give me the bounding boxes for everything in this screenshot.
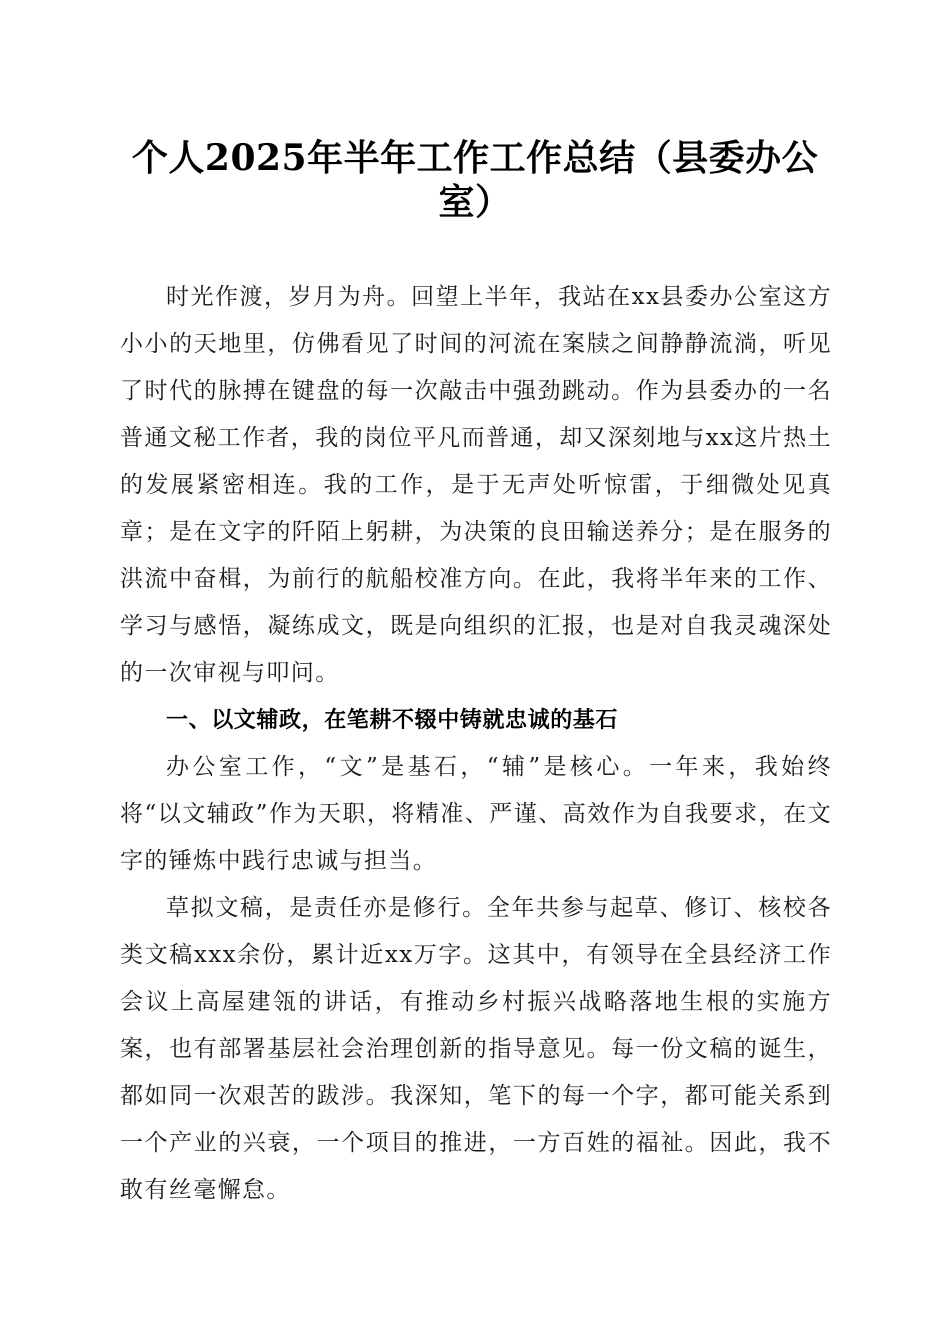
document-title: 个人2025年半年工作工作总结（县委办公室）: [131, 137, 819, 223]
intro-paragraph: 时光作渡，岁月为舟。回望上半年，我站在xx县委办公室这方小小的天地里，仿佛看见了时间的河流在案牍之间静静流淌，听见了时代的脉搏在键盘的每一次敲击中强劲跳动。作为县委办的一名普通文秘工作者，我的岗位平凡而普通，却又深刻地与xx这片热土的发展紧密相连。我的工作，是于无声处听惊雷，于细微处见真章；是在文字的阡陌上躬耕，为决策的良田输送养分；是在服务的洪流中奋楫，为前行的航船校准方向。在此，我将半年来的工作、学习与感悟，凝练成文，既是向组织的汇报，也是对自我灵魂深处的一次审视与叩问。: [120, 284, 832, 686]
document-body: [120, 274, 832, 1214]
section-1-paragraph-2: 草拟文稿，是责任亦是修行。全年共参与起草、修订、核校各类文稿xxx余份，累计近xx万字。这其中，有领导在全县经济工作会议上高屋建瓴的讲话，有推动乡村振兴战略落地生根的实施方案，也有部署基层社会治理创新的指导意见。每一份文稿的诞生，都如同一次艰苦的跋涉。我深知，笔下的每一个字，都可能关系到一个产业的兴衰，一个项目的推进，一方百姓的福祉。因此，我不敢有丝毫懈怠。: [120, 895, 832, 1203]
section-1-heading: 一、以文辅政，在笔耕不辍中铸就忠诚的基石: [166, 708, 619, 733]
section-1-paragraph-1: 办公室工作，“文”是基石，“辅”是核心。一年来，我始终将“以文辅政”作为天职，将精准、严谨、高效作为自我要求，在文字的锤炼中践行忠诚与担当。: [120, 754, 832, 874]
